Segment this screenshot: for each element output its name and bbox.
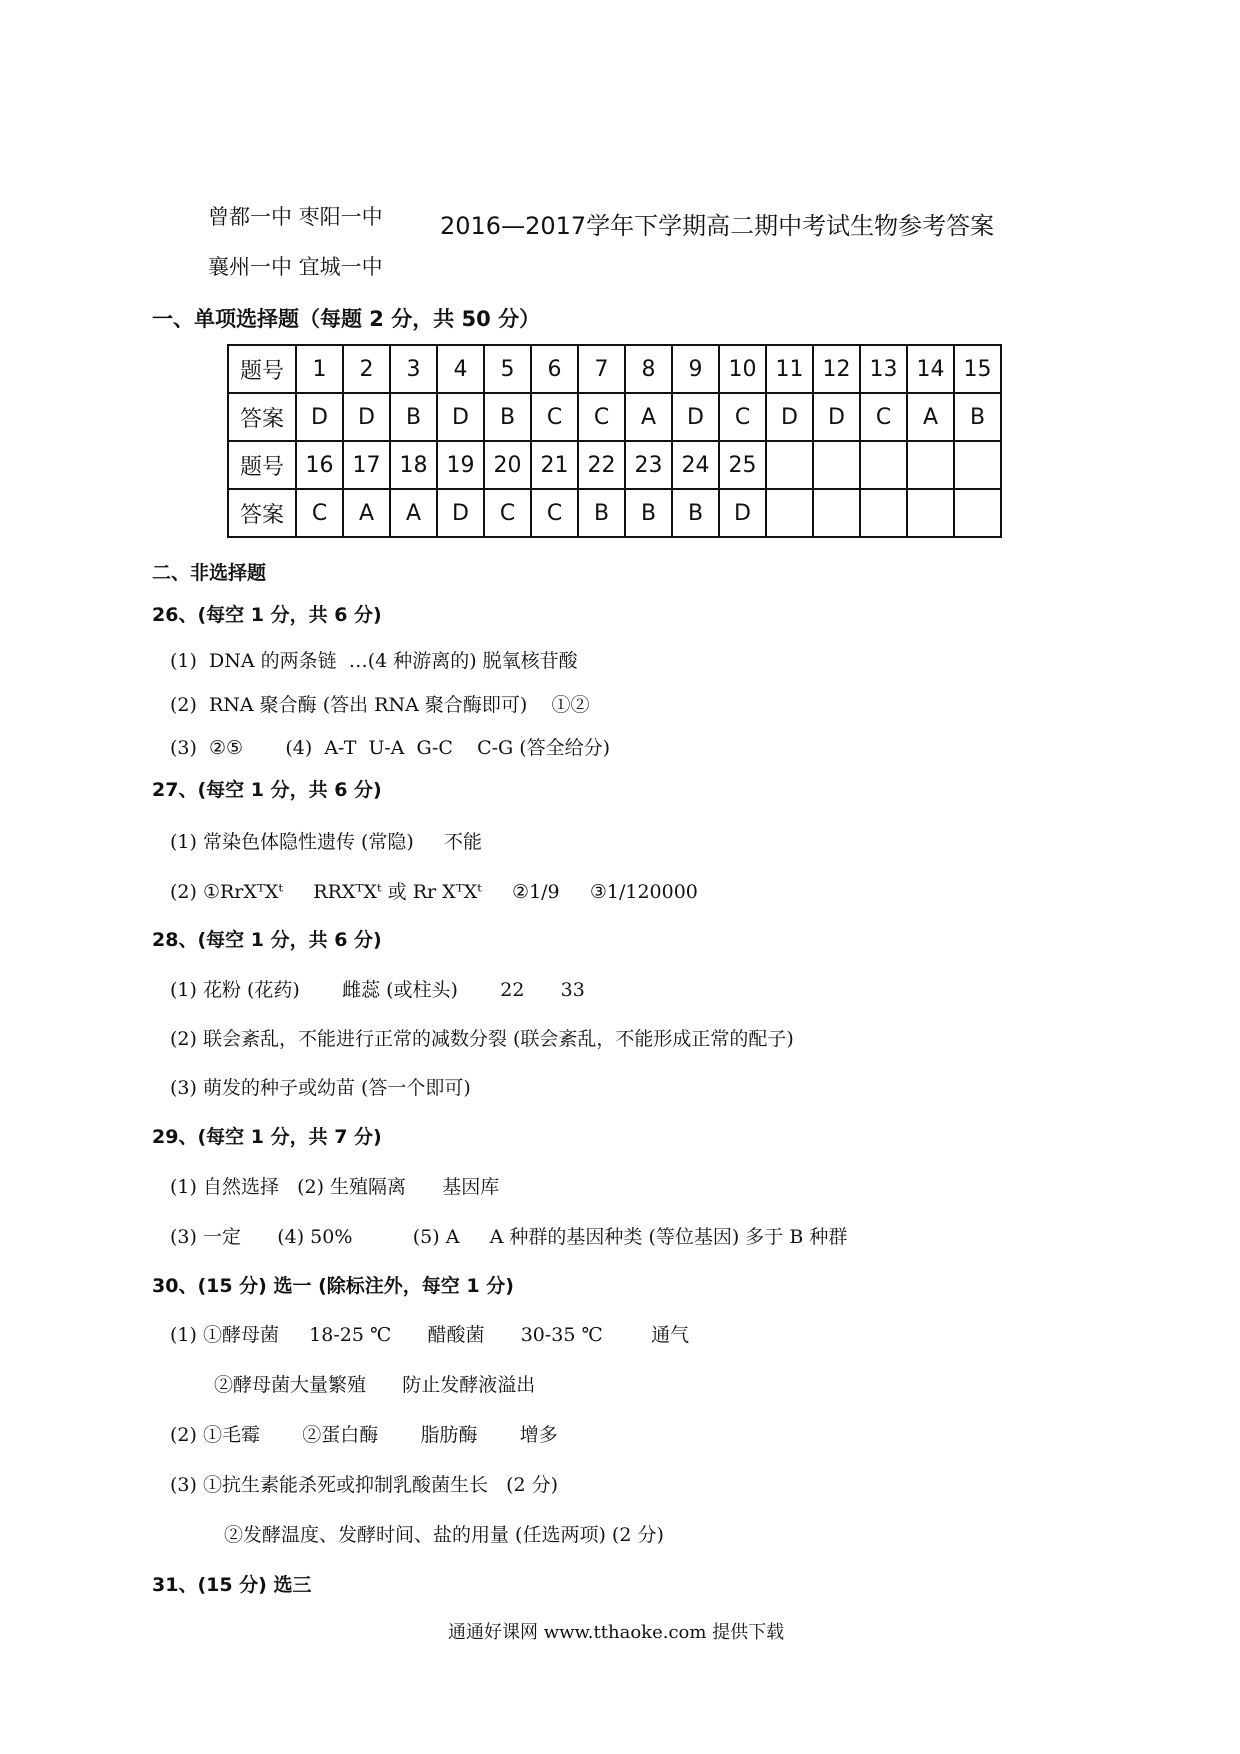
question-number-cell: 5 — [484, 345, 531, 393]
answer-cell: D — [343, 393, 390, 441]
answer-28-2: (2) 联会紊乱，不能进行正常的减数分裂 (联会紊乱，不能形成正常的配子) — [170, 1028, 794, 1050]
answer-cell — [813, 489, 860, 537]
answer-cell: A — [907, 393, 954, 441]
answer-cell: C — [484, 489, 531, 537]
answer-26-1: (1) DNA 的两条链 …(4 种游离的) 脱氧核苷酸 — [170, 650, 578, 672]
answer-30-3b: ②发酵温度、发酵时间、盐的用量 (任选两项) (2 分) — [224, 1524, 664, 1546]
answer-cell: C — [531, 393, 578, 441]
question-number-cell: 19 — [437, 441, 484, 489]
question-27-heading: 27、(每空 1 分，共 6 分) — [152, 779, 382, 801]
question-number-cell: 1 — [296, 345, 343, 393]
answer-30-1: (1) ①酵母菌 18-25 ℃ 醋酸菌 30-35 ℃ 通气 — [170, 1324, 690, 1346]
answer-30-2: (2) ①毛霉 ②蛋白酶 脂肪酶 增多 — [170, 1424, 558, 1446]
question-number-cell: 9 — [672, 345, 719, 393]
page-footer: 通通好课网 www.tthaoke.com 提供下载 — [448, 1622, 785, 1643]
question-number-cell: 2 — [343, 345, 390, 393]
answer-cell: C — [531, 489, 578, 537]
question-number-cell: 24 — [672, 441, 719, 489]
answer-cell: B — [672, 489, 719, 537]
question-number-cell: 20 — [484, 441, 531, 489]
answer-cell — [860, 489, 907, 537]
question-number-cell: 13 — [860, 345, 907, 393]
answer-cell: D — [766, 393, 813, 441]
question-number-cell: 25 — [719, 441, 766, 489]
answer-row-label: 答案 — [228, 489, 296, 537]
question-29-heading: 29、(每空 1 分，共 7 分) — [152, 1126, 382, 1148]
question-26-heading: 26、(每空 1 分，共 6 分) — [152, 604, 382, 626]
answer-cell: D — [813, 393, 860, 441]
answer-27-2: (2) ①RrXᵀXᵗ RRXᵀXᵗ 或 Rr XᵀXᵗ ②1/9 ③1/120000 — [170, 881, 698, 903]
answer-cell: D — [672, 393, 719, 441]
answer-cell — [954, 489, 1001, 537]
question-number-cell: 10 — [719, 345, 766, 393]
question-number-cell: 11 — [766, 345, 813, 393]
answer-table — [227, 344, 1002, 538]
table-row — [228, 393, 1001, 441]
answer-cell: C — [296, 489, 343, 537]
section1-title: 一、单项选择题（每题 2 分，共 50 分） — [152, 307, 541, 331]
table-row — [228, 489, 1001, 537]
question-number-cell — [766, 441, 813, 489]
answer-cell: B — [484, 393, 531, 441]
question-number-cell — [860, 441, 907, 489]
question-31-heading: 31、(15 分) 选三 — [152, 1574, 312, 1596]
answer-26-2: (2) RNA 聚合酶 (答出 RNA 聚合酶即可) ①② — [170, 694, 590, 716]
school-names — [208, 192, 383, 292]
question-number-cell: 14 — [907, 345, 954, 393]
question-number-cell: 7 — [578, 345, 625, 393]
question-number-cell — [907, 441, 954, 489]
question-28-heading: 28、(每空 1 分，共 6 分) — [152, 929, 382, 951]
school-line-1: 曾都一中 枣阳一中 — [208, 205, 383, 229]
number-row-label: 题号 — [228, 345, 296, 393]
number-row-label: 题号 — [228, 441, 296, 489]
question-number-cell: 6 — [531, 345, 578, 393]
answer-cell: D — [437, 393, 484, 441]
question-number-cell: 15 — [954, 345, 1001, 393]
section2-title: 二、非选择题 — [152, 562, 267, 584]
answer-cell: A — [390, 489, 437, 537]
question-number-cell: 4 — [437, 345, 484, 393]
question-number-cell: 22 — [578, 441, 625, 489]
answer-cell — [766, 489, 813, 537]
answer-cell: D — [296, 393, 343, 441]
answer-28-1: (1) 花粉 (花药) 雌蕊 (或柱头) 22 33 — [170, 979, 585, 1001]
answer-cell: B — [390, 393, 437, 441]
answer-cell: B — [578, 489, 625, 537]
answer-29-3-5: (3) 一定 (4) 50% (5) A A 种群的基因种类 (等位基因) 多于 B 种群 — [170, 1226, 848, 1248]
school-line-2: 襄州一中 宜城一中 — [208, 255, 383, 279]
answer-30-1b: ②酵母菌大量繁殖 防止发酵液溢出 — [214, 1374, 536, 1396]
question-number-cell: 16 — [296, 441, 343, 489]
question-number-cell: 3 — [390, 345, 437, 393]
question-number-cell: 12 — [813, 345, 860, 393]
answer-cell: C — [860, 393, 907, 441]
answer-cell: D — [437, 489, 484, 537]
answer-cell: B — [954, 393, 1001, 441]
table-row — [228, 345, 1001, 393]
answer-28-3: (3) 萌发的种子或幼苗 (答一个即可) — [170, 1077, 471, 1099]
answer-29-1-2: (1) 自然选择 (2) 生殖隔离 基因库 — [170, 1176, 500, 1198]
question-number-cell: 18 — [390, 441, 437, 489]
question-number-cell — [813, 441, 860, 489]
question-30-heading: 30、(15 分) 选一 (除标注外，每空 1 分) — [152, 1275, 514, 1297]
answer-cell: A — [625, 393, 672, 441]
answer-cell: C — [578, 393, 625, 441]
answer-27-1: (1) 常染色体隐性遗传 (常隐) 不能 — [170, 831, 483, 853]
question-number-cell: 21 — [531, 441, 578, 489]
answer-cell: B — [625, 489, 672, 537]
answer-cell — [907, 489, 954, 537]
table-row — [228, 441, 1001, 489]
answer-cell: A — [343, 489, 390, 537]
document-title: 2016—2017学年下学期高二期中考试生物参考答案 — [440, 212, 995, 240]
answer-cell: C — [719, 393, 766, 441]
answer-cell: D — [719, 489, 766, 537]
answer-26-3-4: (3) ②⑤ (4) A-T U-A G-C C-G (答全给分) — [170, 737, 611, 759]
question-number-cell: 8 — [625, 345, 672, 393]
answer-row-label: 答案 — [228, 393, 296, 441]
question-number-cell: 17 — [343, 441, 390, 489]
answer-30-3: (3) ①抗生素能杀死或抑制乳酸菌生长 (2 分) — [170, 1474, 559, 1496]
question-number-cell: 23 — [625, 441, 672, 489]
question-number-cell — [954, 441, 1001, 489]
